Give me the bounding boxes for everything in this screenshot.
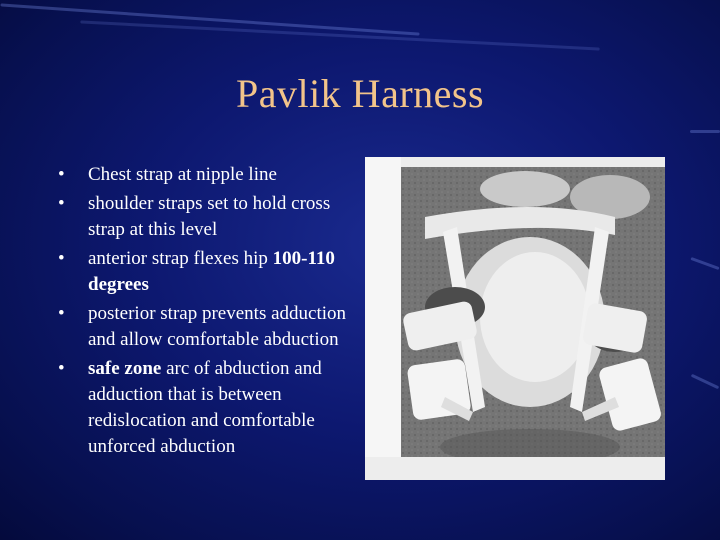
bullet-dot-icon: • (58, 358, 65, 379)
bullet-item (58, 162, 358, 188)
background-streak (80, 20, 599, 50)
bullet-text: anterior strap flexes hip (88, 248, 273, 269)
bullet-list (58, 162, 358, 463)
background-streak (690, 130, 720, 133)
bullet-item (58, 246, 358, 298)
background-streak (690, 257, 719, 270)
bullet-text: Chest strap at nipple line (88, 164, 277, 185)
bullet-dot-icon: • (58, 164, 65, 185)
bullet-text-bold: safe zone (88, 358, 162, 379)
background-streak (0, 3, 419, 35)
bullet-item (58, 356, 358, 460)
bullet-text: posterior strap prevents adduction and allow comfortable abduction (88, 303, 347, 350)
bullet-item (58, 301, 358, 353)
background-streak (691, 374, 719, 389)
infant-in-pavlik-harness-photo (365, 157, 665, 480)
bullet-dot-icon: • (58, 248, 65, 269)
bullet-text-bold: 100-110 degrees (88, 248, 335, 295)
bullet-dot-icon: • (58, 193, 65, 214)
slide-title: Pavlik Harness (235, 71, 485, 116)
bullet-text: arc of abduction and adduction that is between redislocation and comfortable unforced abduction (88, 358, 322, 457)
bullet-text: shoulder straps set to hold cross strap at this level (88, 193, 331, 240)
bullet-item (58, 191, 358, 243)
harness-photo-illustration (365, 157, 665, 480)
bullet-dot-icon: • (58, 303, 65, 324)
